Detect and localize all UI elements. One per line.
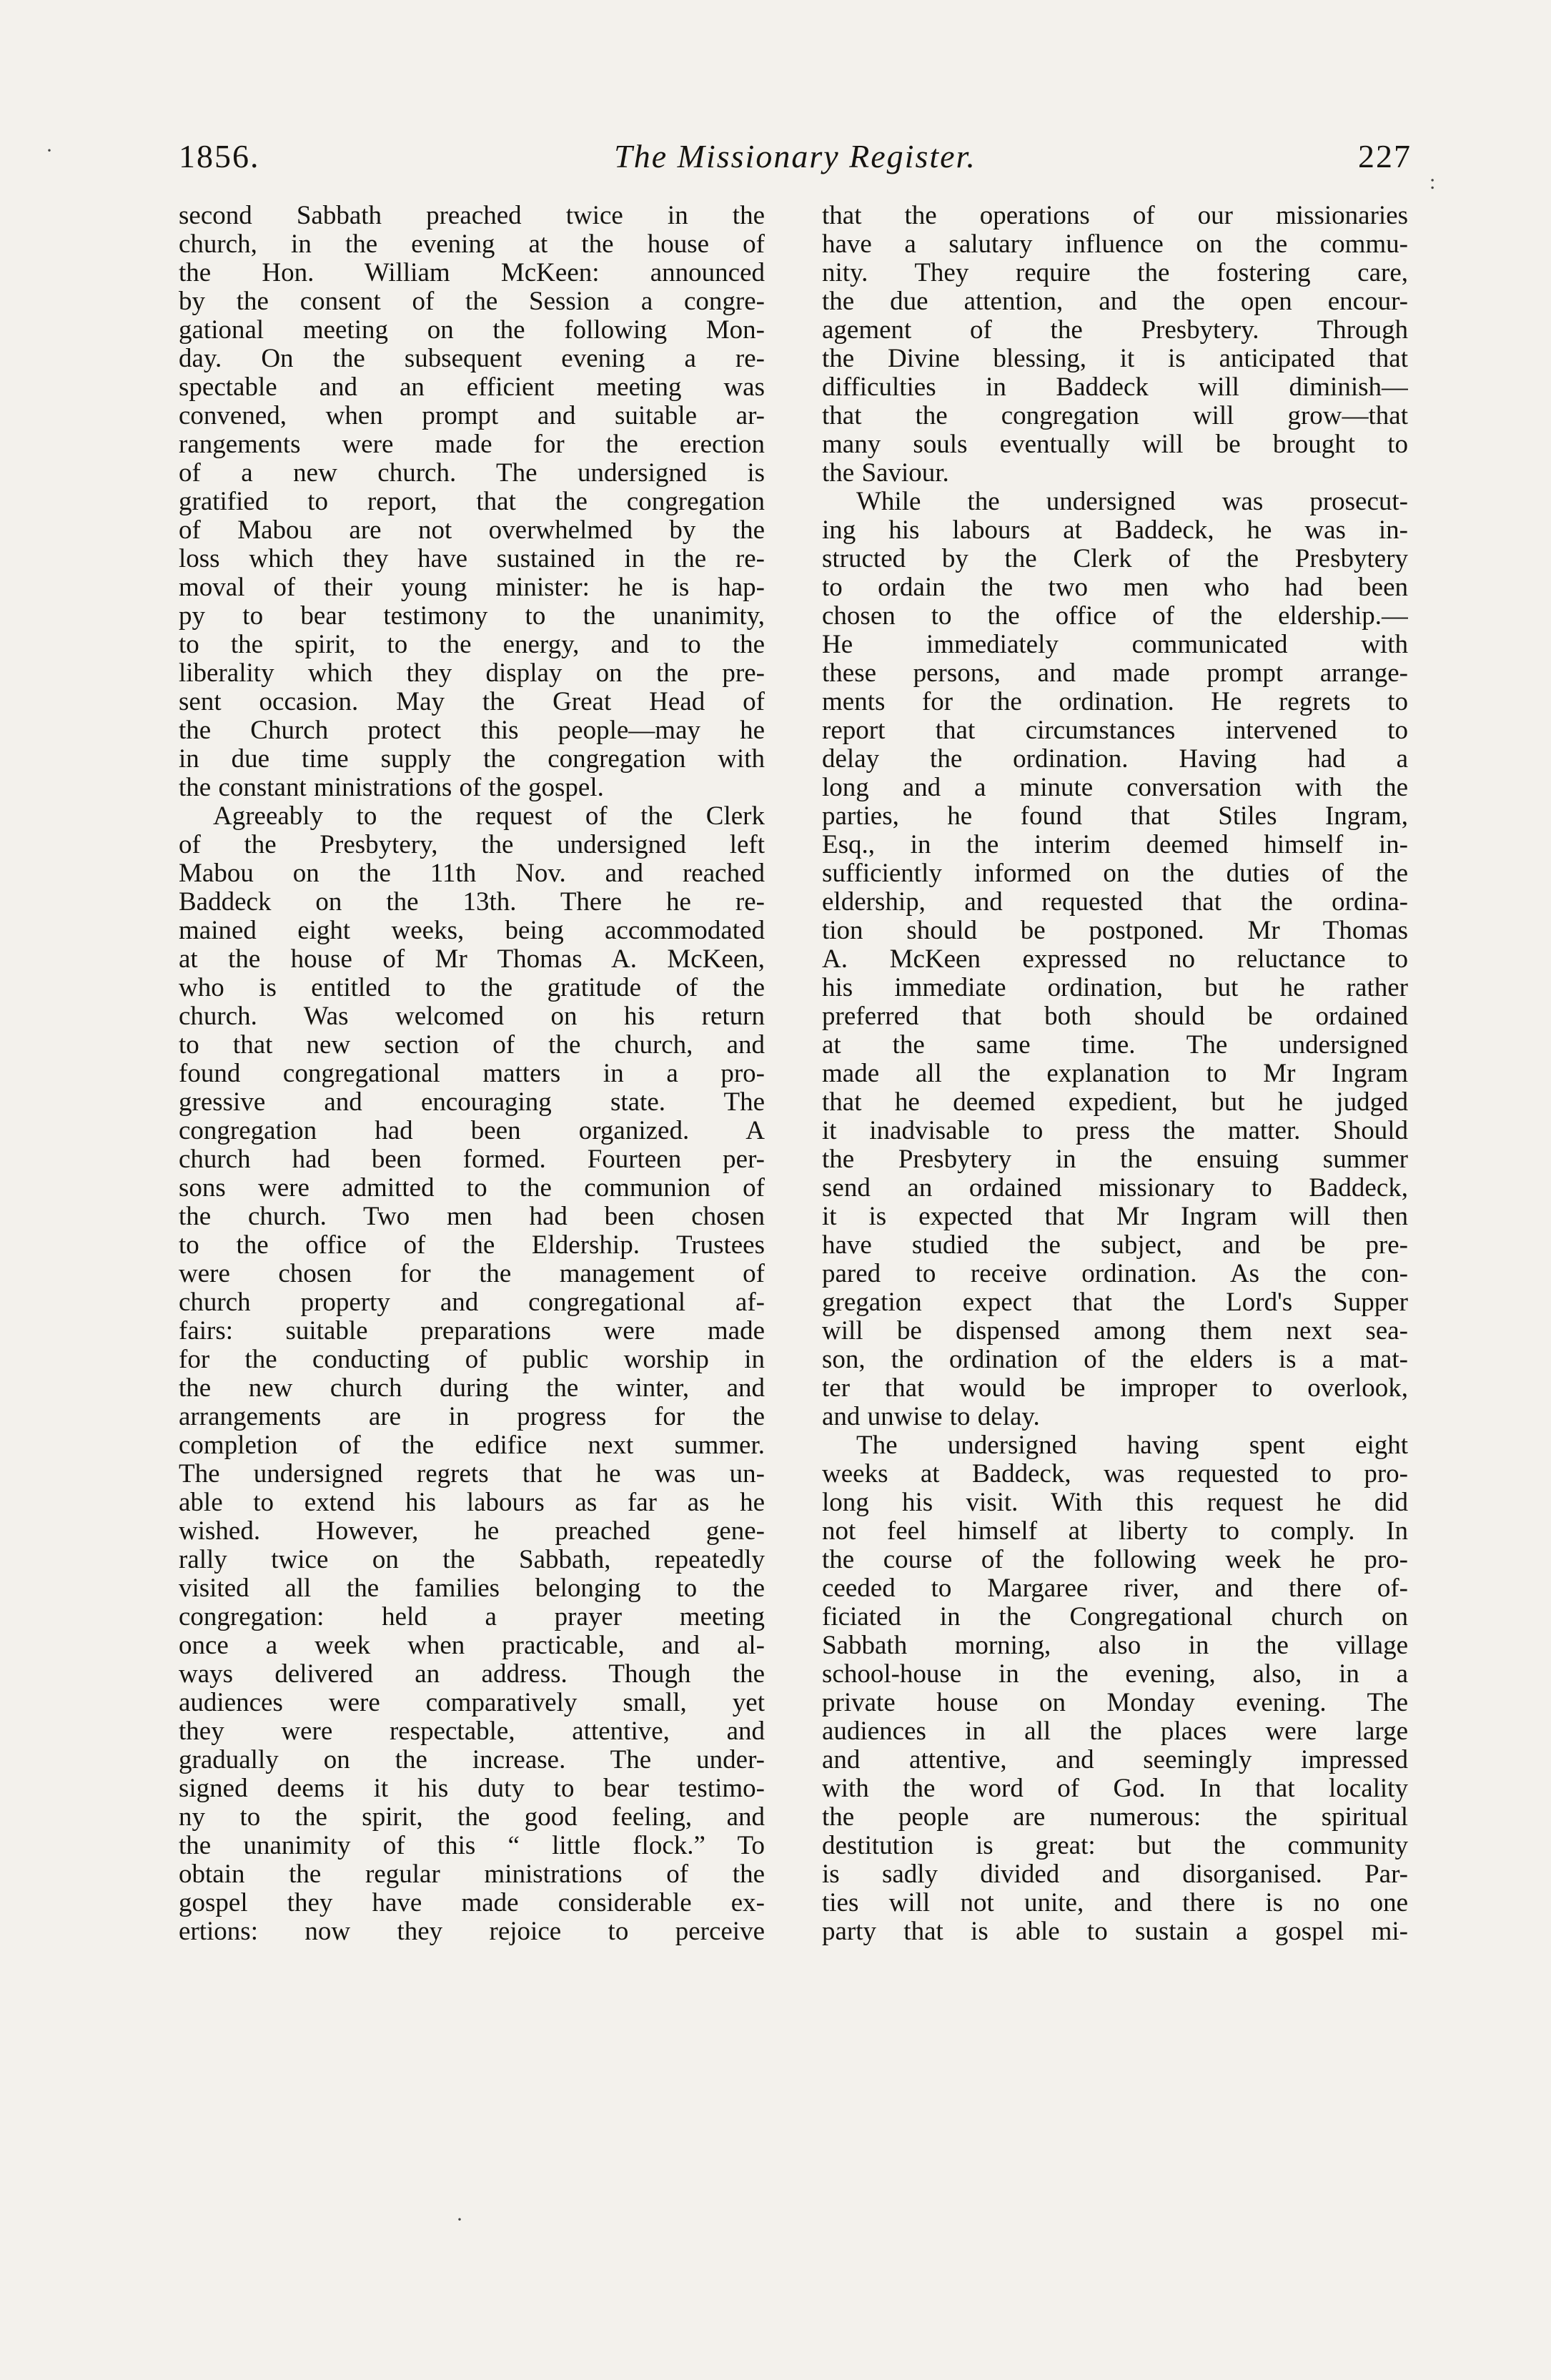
left-column-line: by the consent of the Session a congre- <box>179 287 765 316</box>
right-column-line: many souls eventually will be brought to <box>822 430 1408 459</box>
right-column-line: not feel himself at liberty to comply. In <box>822 1516 1408 1546</box>
left-column-line: gational meeting on the following Mon- <box>179 315 765 345</box>
right-column-line: delay the ordination. Having had a <box>822 744 1408 774</box>
right-column-line: his immediate ordination, but he rather <box>822 973 1408 1002</box>
left-column-line: the church. Two men had been chosen <box>179 1202 765 1231</box>
left-column-line: obtain the regular ministrations of the <box>179 1860 765 1889</box>
right-column-line: the Divine blessing, it is anticipated that <box>822 344 1408 373</box>
left-column-line: gressive and encouraging state. The <box>179 1087 765 1117</box>
left-column-line: sent occasion. May the Great Head of <box>179 687 765 716</box>
right-column-line: the course of the following week he pro- <box>822 1545 1408 1574</box>
left-column-line: the Hon. William McKeen: announced <box>179 258 765 287</box>
right-column-line: is sadly divided and disorganised. Par- <box>822 1860 1408 1889</box>
running-title: The Missionary Register. <box>614 138 976 174</box>
left-column-line: church property and congregational af- <box>179 1288 765 1317</box>
header-year: 1856. <box>179 138 260 174</box>
right-column-line: sufficiently informed on the duties of the <box>822 859 1408 888</box>
left-column-line: found congregational matters in a pro- <box>179 1059 765 1088</box>
right-column-line: and attentive, and seemingly impressed <box>822 1745 1408 1774</box>
left-column-line: audiences were comparatively small, yet <box>179 1688 765 1717</box>
left-column-line: were chosen for the management of <box>179 1259 765 1288</box>
right-column-line: difficulties in Baddeck will diminish— <box>822 372 1408 402</box>
left-column-line: sons were admitted to the communion of <box>179 1173 765 1203</box>
left-column-line: liberality which they display on the pre- <box>179 658 765 688</box>
left-column-line: to the spirit, to the energy, and to the <box>179 630 765 659</box>
right-column-line: long and a minute conversation with the <box>822 773 1408 802</box>
right-column-line: son, the ordination of the elders is a mat- <box>822 1345 1408 1374</box>
right-column-line: agement of the Presbytery. Through <box>822 315 1408 345</box>
left-column-line: convened, when prompt and suitable ar- <box>179 401 765 430</box>
left-column-line: loss which they have sustained in the re- <box>179 544 765 573</box>
left-column-line: The undersigned regrets that he was un- <box>179 1459 765 1488</box>
right-column-line: to ordain the two men who had been <box>822 573 1408 602</box>
left-column-line: who is entitled to the gratitude of the <box>179 973 765 1002</box>
right-column-line: school-house in the evening, also, in a <box>822 1659 1408 1689</box>
scan-speck: · <box>46 139 53 162</box>
left-column-line: visited all the families belonging to the <box>179 1574 765 1603</box>
left-column-line: fairs: suitable preparations were made <box>179 1316 765 1345</box>
right-column-line: that the congregation will grow—that <box>822 401 1408 430</box>
left-column-line: to the office of the Eldership. Trustees <box>179 1230 765 1260</box>
right-column-line: send an ordained missionary to Baddeck, <box>822 1173 1408 1203</box>
left-column-line: once a week when practicable, and al- <box>179 1631 765 1660</box>
right-column-line: tion should be postponed. Mr Thomas <box>822 916 1408 945</box>
right-column-line: audiences in all the places were large <box>822 1717 1408 1746</box>
right-column-line: The undersigned having spent eight <box>856 1431 1408 1460</box>
right-column-line: the Saviour. <box>822 458 949 488</box>
left-column-line: church, in the evening at the house of <box>179 229 765 259</box>
scan-speck: · <box>456 2208 463 2231</box>
right-column-line: weeks at Baddeck, was requested to pro- <box>822 1459 1408 1488</box>
right-column-line: made all the explanation to Mr Ingram <box>822 1059 1408 1088</box>
right-column-line: long his visit. With this request he did <box>822 1488 1408 1517</box>
right-column-line: parties, he found that Stiles Ingram, <box>822 801 1408 831</box>
right-column-line: ments for the ordination. He regrets to <box>822 687 1408 716</box>
left-column-line: ny to the spirit, the good feeling, and <box>179 1802 765 1832</box>
left-column-line: at the house of Mr Thomas A. McKeen, <box>179 944 765 974</box>
right-column-line: eldership, and requested that the ordina- <box>822 887 1408 917</box>
right-column-line: it inadvisable to press the matter. Should <box>822 1116 1408 1145</box>
left-column-line: gradually on the increase. The under- <box>179 1745 765 1774</box>
right-column-line: A. McKeen expressed no reluctance to <box>822 944 1408 974</box>
right-column-line: with the word of God. In that locality <box>822 1774 1408 1803</box>
left-column-line: spectable and an efficient meeting was <box>179 372 765 402</box>
right-column-line: party that is able to sustain a gospel mi- <box>822 1917 1408 1946</box>
left-column-line: mained eight weeks, being accommodated <box>179 916 765 945</box>
left-column-line: ertions: now they rejoice to perceive <box>179 1917 765 1946</box>
right-column-line: He immediately communicated with <box>822 630 1408 659</box>
left-column-line: second Sabbath preached twice in the <box>179 202 765 230</box>
right-column-line: these persons, and made prompt arrange- <box>822 658 1408 688</box>
left-text-column <box>179 202 765 2089</box>
left-column-line: rally twice on the Sabbath, repeatedly <box>179 1545 765 1574</box>
right-column-line: that he deemed expedient, but he judged <box>822 1087 1408 1117</box>
right-column-line: it is expected that Mr Ingram will then <box>822 1202 1408 1231</box>
right-column-line: ceeded to Margaree river, and there of- <box>822 1574 1408 1603</box>
left-column-line: congregation: held a prayer meeting <box>179 1602 765 1631</box>
right-column-line: chosen to the office of the eldership.— <box>822 601 1408 631</box>
left-column-line: the unanimity of this “ little flock.” To <box>179 1831 765 1860</box>
left-column-line: Mabou on the 11th Nov. and reached <box>179 859 765 888</box>
right-column-line: gregation expect that the Lord's Supper <box>822 1288 1408 1317</box>
right-column-line: pared to receive ordination. As the con- <box>822 1259 1408 1288</box>
left-column-line: signed deems it his duty to bear testimo- <box>179 1774 765 1803</box>
left-column-line: moval of their young minister: he is hap- <box>179 573 765 602</box>
right-column-line: private house on Monday evening. The <box>822 1688 1408 1717</box>
right-text-column <box>822 202 1408 2089</box>
right-column-line: destitution is great: but the community <box>822 1831 1408 1860</box>
left-column-line: they were respectable, attentive, and <box>179 1717 765 1746</box>
right-column-line: structed by the Clerk of the Presbytery <box>822 544 1408 573</box>
right-column-line: the people are numerous: the spiritual <box>822 1802 1408 1832</box>
right-column-line: nity. They require the fostering care, <box>822 258 1408 287</box>
left-column-line: the new church during the winter, and <box>179 1373 765 1403</box>
left-column-line: congregation had been organized. A <box>179 1116 765 1145</box>
right-column-line: will be dispensed among them next sea- <box>822 1316 1408 1345</box>
left-column-line: of the Presbytery, the undersigned left <box>179 830 765 859</box>
left-column-line: church had been formed. Fourteen per- <box>179 1145 765 1174</box>
left-column-line: gospel they have made considerable ex- <box>179 1888 765 1917</box>
left-column-line: to that new section of the church, and <box>179 1030 765 1060</box>
left-column-line: completion of the edifice next summer. <box>179 1431 765 1460</box>
right-column-line: While the undersigned was prosecut- <box>856 487 1408 516</box>
left-column-line: Baddeck on the 13th. There he re- <box>179 887 765 917</box>
left-column-line: the constant ministrations of the gospel. <box>179 773 604 802</box>
right-column-line: Sabbath morning, also in the village <box>822 1631 1408 1660</box>
left-column-line: for the conducting of public worship in <box>179 1345 765 1374</box>
page-number: 227 <box>1358 138 1412 174</box>
scan-speck: : <box>1429 170 1436 194</box>
left-column-line: ways delivered an address. Though the <box>179 1659 765 1689</box>
left-column-line: of Mabou are not overwhelmed by the <box>179 515 765 545</box>
running-header <box>179 137 1412 187</box>
right-column-line: ties will not unite, and there is no one <box>822 1888 1408 1917</box>
left-column-line: church. Was welcomed on his return <box>179 1002 765 1031</box>
right-column-line: ter that would be improper to overlook, <box>822 1373 1408 1403</box>
right-column-line: at the same time. The undersigned <box>822 1030 1408 1060</box>
right-column-line: and unwise to delay. <box>822 1402 1040 1431</box>
right-column-line: ing his labours at Baddeck, he was in- <box>822 515 1408 545</box>
right-column-line: the Presbytery in the ensuing summer <box>822 1145 1408 1174</box>
left-column-line: arrangements are in progress for the <box>179 1402 765 1431</box>
left-column-line: of a new church. The undersigned is <box>179 458 765 488</box>
right-column-line: Esq., in the interim deemed himself in- <box>822 830 1408 859</box>
left-column-line: py to bear testimony to the unanimity, <box>179 601 765 631</box>
right-column-line: that the operations of our missionaries <box>822 202 1408 230</box>
right-column-line: have a salutary influence on the commu- <box>822 229 1408 259</box>
left-column-line: gratified to report, that the congregation <box>179 487 765 516</box>
right-column-line: have studied the subject, and be pre- <box>822 1230 1408 1260</box>
right-column-line: report that circumstances intervened to <box>822 716 1408 745</box>
left-column-line: Agreeably to the request of the Clerk <box>213 801 765 831</box>
left-column-line: wished. However, he preached gene- <box>179 1516 765 1546</box>
left-column-line: able to extend his labours as far as he <box>179 1488 765 1517</box>
right-column-line: the due attention, and the open encour- <box>822 287 1408 316</box>
left-column-line: day. On the subsequent evening a re- <box>179 344 765 373</box>
right-column-line: ficiated in the Congregational church on <box>822 1602 1408 1631</box>
left-column-line: in due time supply the congregation with <box>179 744 765 774</box>
left-column-line: the Church protect this people—may he <box>179 716 765 745</box>
left-column-line: rangements were made for the erection <box>179 430 765 459</box>
right-column-line: preferred that both should be ordained <box>822 1002 1408 1031</box>
